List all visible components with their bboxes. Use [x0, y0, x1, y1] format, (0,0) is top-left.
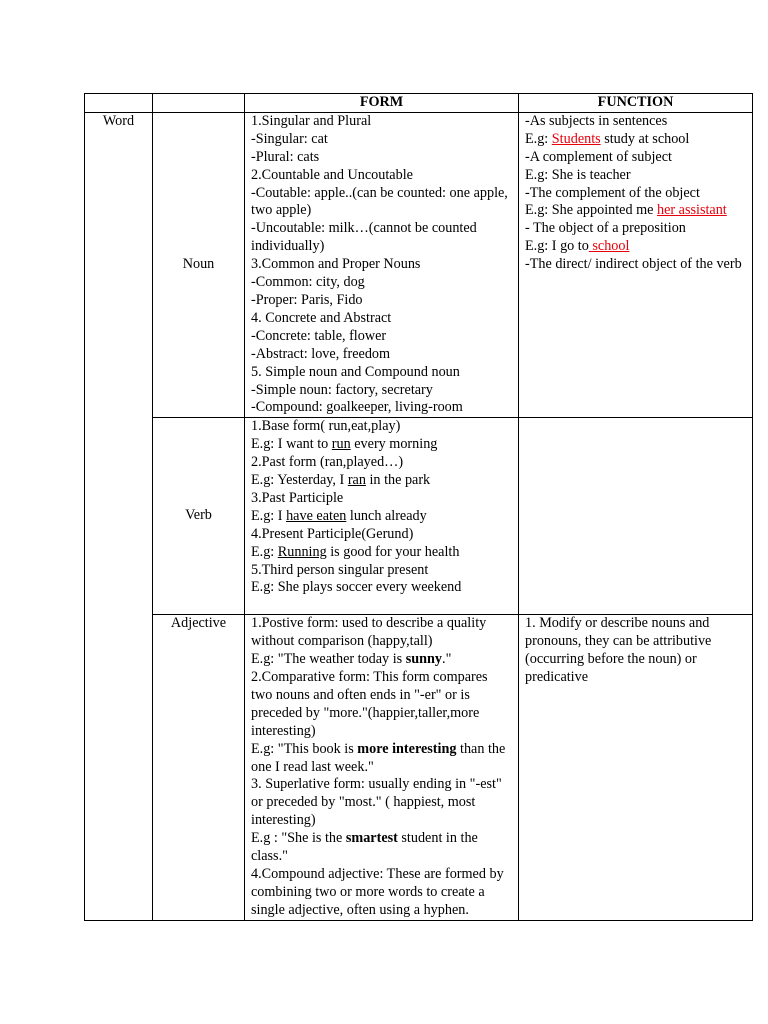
bold-word: more interesting [357, 740, 457, 757]
noun-form-line: -Coutable: apple..(can be counted: one apple, two apple) [251, 184, 508, 219]
underlined-word: run [331, 436, 351, 453]
noun-form-line: -Compound: goalkeeper, living-room [251, 399, 463, 416]
noun-function-cell [519, 112, 753, 417]
adjective-form-para: 1.Postive form: used to describe a quality without comparison (happy,tall) [251, 615, 487, 650]
verb-row [85, 418, 753, 615]
adjective-function-cell: 1. Modify or describe nouns and pronouns, they can be attributive (occurring before the noun) or predicative [519, 615, 753, 920]
word-forms-table [84, 93, 753, 921]
noun-form-line: 1.Singular and Plural [251, 112, 372, 129]
noun-function-line: -The direct/ indirect object of the verb [525, 256, 742, 273]
bold-word: smartest [345, 830, 398, 847]
adjective-form-para: 4.Compound adjective: These are formed by combining two or more words to create a single adjective, often using a hyphen. [251, 866, 504, 918]
verb-label: Verb [153, 418, 245, 615]
underlined-word: Running [277, 543, 327, 560]
bold-word: sunny [405, 651, 443, 668]
noun-label: Noun [153, 112, 245, 417]
highlighted-word: her assistant [657, 202, 727, 219]
underlined-word: ran [347, 472, 366, 489]
adjective-form-para: E.g: "This book is more interesting than the one I read last week." [251, 740, 506, 775]
noun-form-line: 4. Concrete and Abstract [251, 309, 392, 326]
noun-form-line: -Plural: cats [251, 148, 320, 165]
highlighted-word: school [588, 238, 630, 255]
verb-form-line: 3.Past Participle [251, 489, 344, 506]
verb-form-line: E.g: Yesterday, I ran in the park [251, 472, 431, 489]
underlined-word: have eaten [286, 507, 347, 524]
adjective-form-para: E.g : "She is the smartest student in the class." [251, 830, 478, 865]
header-empty-2 [153, 94, 245, 113]
noun-form-line: -Abstract: love, freedom [251, 345, 391, 362]
header-function: FUNCTION [519, 94, 753, 113]
noun-form-line: -Singular: cat [251, 130, 328, 147]
adjective-label: Adjective [153, 615, 245, 920]
noun-form-line: -Uncoutable: milk…(cannot be counted individually) [251, 220, 477, 255]
adjective-row [85, 615, 753, 920]
noun-function-line: E.g: Students study at school [525, 130, 690, 147]
verb-form-line: 4.Present Participle(Gerund) [251, 525, 414, 542]
noun-form-line: 5. Simple noun and Compound noun [251, 363, 460, 380]
noun-function-line: -A complement of subject [525, 148, 672, 165]
noun-function-line: E.g: I go to school [525, 238, 630, 255]
noun-row [85, 112, 753, 417]
verb-form-line: 1.Base form( run,eat,play) [251, 418, 401, 435]
noun-function-line: -The complement of the object [525, 184, 700, 201]
verb-function-cell [519, 418, 753, 615]
noun-form-line: -Common: city, dog [251, 274, 365, 291]
adjective-form-para: 2.Comparative form: This form compares two nouns and often ends in "-er" or is preceded by "more."(happier,taller,more interesting) [251, 669, 488, 739]
noun-function-line: E.g: She is teacher [525, 166, 631, 183]
noun-form-line: -Proper: Paris, Fido [251, 291, 363, 308]
adjective-form-cell [245, 615, 519, 920]
word-cell: Word [85, 112, 153, 920]
highlighted-word: Students [551, 130, 601, 147]
header-empty-1 [85, 94, 153, 113]
adjective-form-para: E.g: "The weather today is sunny." [251, 651, 452, 668]
verb-form-line: E.g: She plays soccer every weekend [251, 579, 462, 596]
noun-form-line: 3.Common and Proper Nouns [251, 256, 421, 273]
noun-form-line: -Concrete: table, flower [251, 327, 387, 344]
noun-function-line: E.g: She appointed me her assistant [525, 202, 727, 219]
noun-form-cell [245, 112, 519, 417]
verb-form-line: E.g: Running is good for your health [251, 543, 460, 560]
noun-function-line: - The object of a preposition [525, 220, 686, 237]
noun-function-line: -As subjects in sentences [525, 112, 668, 129]
adjective-form-para: 3. Superlative form: usually ending in "-est" or preceded by "most." ( happiest, most interesting) [251, 776, 502, 829]
verb-form-line: 5.Third person singular present [251, 561, 429, 578]
verb-form-line: E.g: I have eaten lunch already [251, 507, 427, 524]
verb-form-line: E.g: I want to run every morning [251, 436, 438, 453]
header-row [85, 94, 753, 113]
noun-form-line: -Simple noun: factory, secretary [251, 381, 433, 398]
verb-form-cell [245, 418, 519, 615]
verb-form-line: 2.Past form (ran,played…) [251, 454, 404, 471]
noun-form-line: 2.Countable and Uncoutable [251, 166, 413, 183]
header-form: FORM [245, 94, 519, 113]
